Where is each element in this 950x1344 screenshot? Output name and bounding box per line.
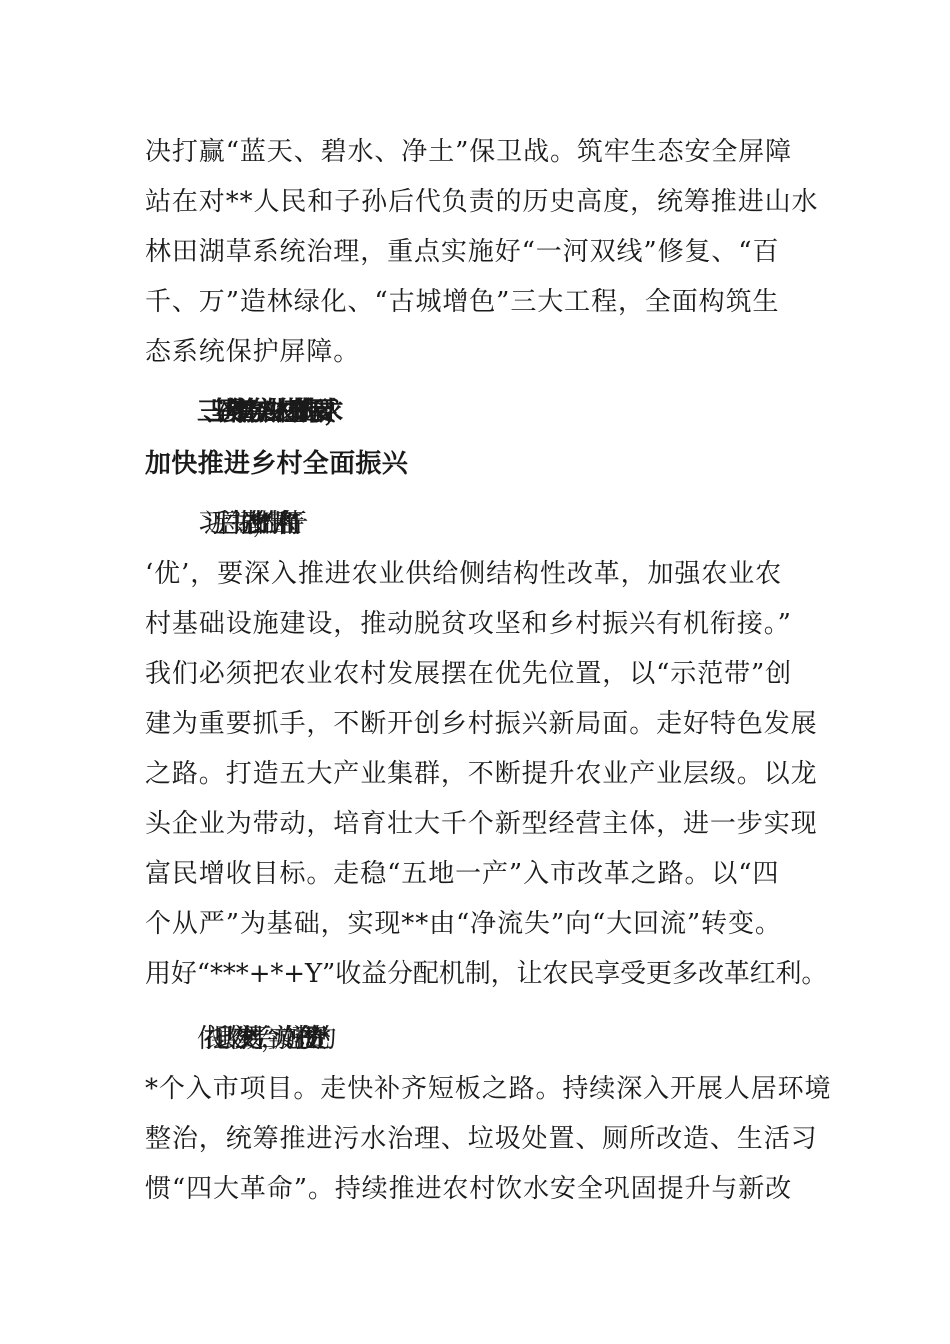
paragraph-3-line-2: *个入市项目。走快补齐短板之路。持续深入开展人居环境 [145, 1074, 832, 1104]
section-heading-line-1: 三、坚决贯彻“着力夯实农业农村基础”的指示要求， [197, 397, 331, 427]
paragraph-1-line-4: 千、万”造林绿化、“古城增色”三大工程，全面构筑生 [145, 287, 780, 317]
paragraph-2-line-2: ‘优’，要深入推进农业供给侧结构性改革，加强农业农 [145, 559, 783, 589]
paragraph-3-line-4: 惯“四大革命”。持续推进农村饮水安全巩固提升与新改 [145, 1174, 793, 1204]
paragraph-1-line-2: 站在对**人民和子孙后代负责的历史高度，统筹推进山水 [145, 187, 819, 217]
section-heading-line-2: 加快推进乡村全面振兴 [145, 449, 409, 479]
paragraph-2-line-8: 富民增收目标。走稳“五地一产”入市改革之路。以“四 [145, 859, 780, 889]
paragraph-2-line-4: 我们必须把农业农村发展摆在优先位置，以“示范带”创 [145, 659, 793, 689]
paragraph-2-line-5: 建为重要抓手，不断开创乡村振兴新局面。走好特色发展 [145, 709, 818, 739]
paragraph-2-line-3: 村基础设施建设，推动脱贫攻坚和乡村振兴有机衔接。” [145, 609, 792, 639]
paragraph-1-line-1: 决打赢“蓝天、碧水、净土”保卫战。筑牢生态安全屏障 [145, 137, 793, 167]
paragraph-1-line-3: 林田湖草系统治理，重点实施好“一河双线”修复、“百 [145, 237, 780, 267]
paragraph-2-line-9: 个从严”为基础，实现**由“净流失”向“大回流”转变。 [145, 909, 782, 939]
paragraph-3-line-3: 整治，统筹推进污水治理、垃圾处置、厕所改造、生活习 [145, 1124, 818, 1154]
paragraph-2-line-7: 头企业为带动，培育壮大千个新型经营主体，进一步实现 [145, 809, 818, 839]
paragraph-2-line-6: 之路。打造五大产业集群，不断提升农业产业层级。以龙 [145, 759, 818, 789]
paragraph-1-line-5: 态系统保护屏障。 [145, 337, 361, 367]
paragraph-3-line-1: 依托县政府公共**交易平台，实施好总投资**亿元的* [197, 1024, 312, 1054]
paragraph-2-line-1: 习近平总书记指出，“**农业的出路在于‘特’和 [197, 509, 282, 539]
paragraph-2-line-10: 用好“***+*+Y”收益分配机制，让农民享受更多改革红利。 [145, 959, 828, 989]
